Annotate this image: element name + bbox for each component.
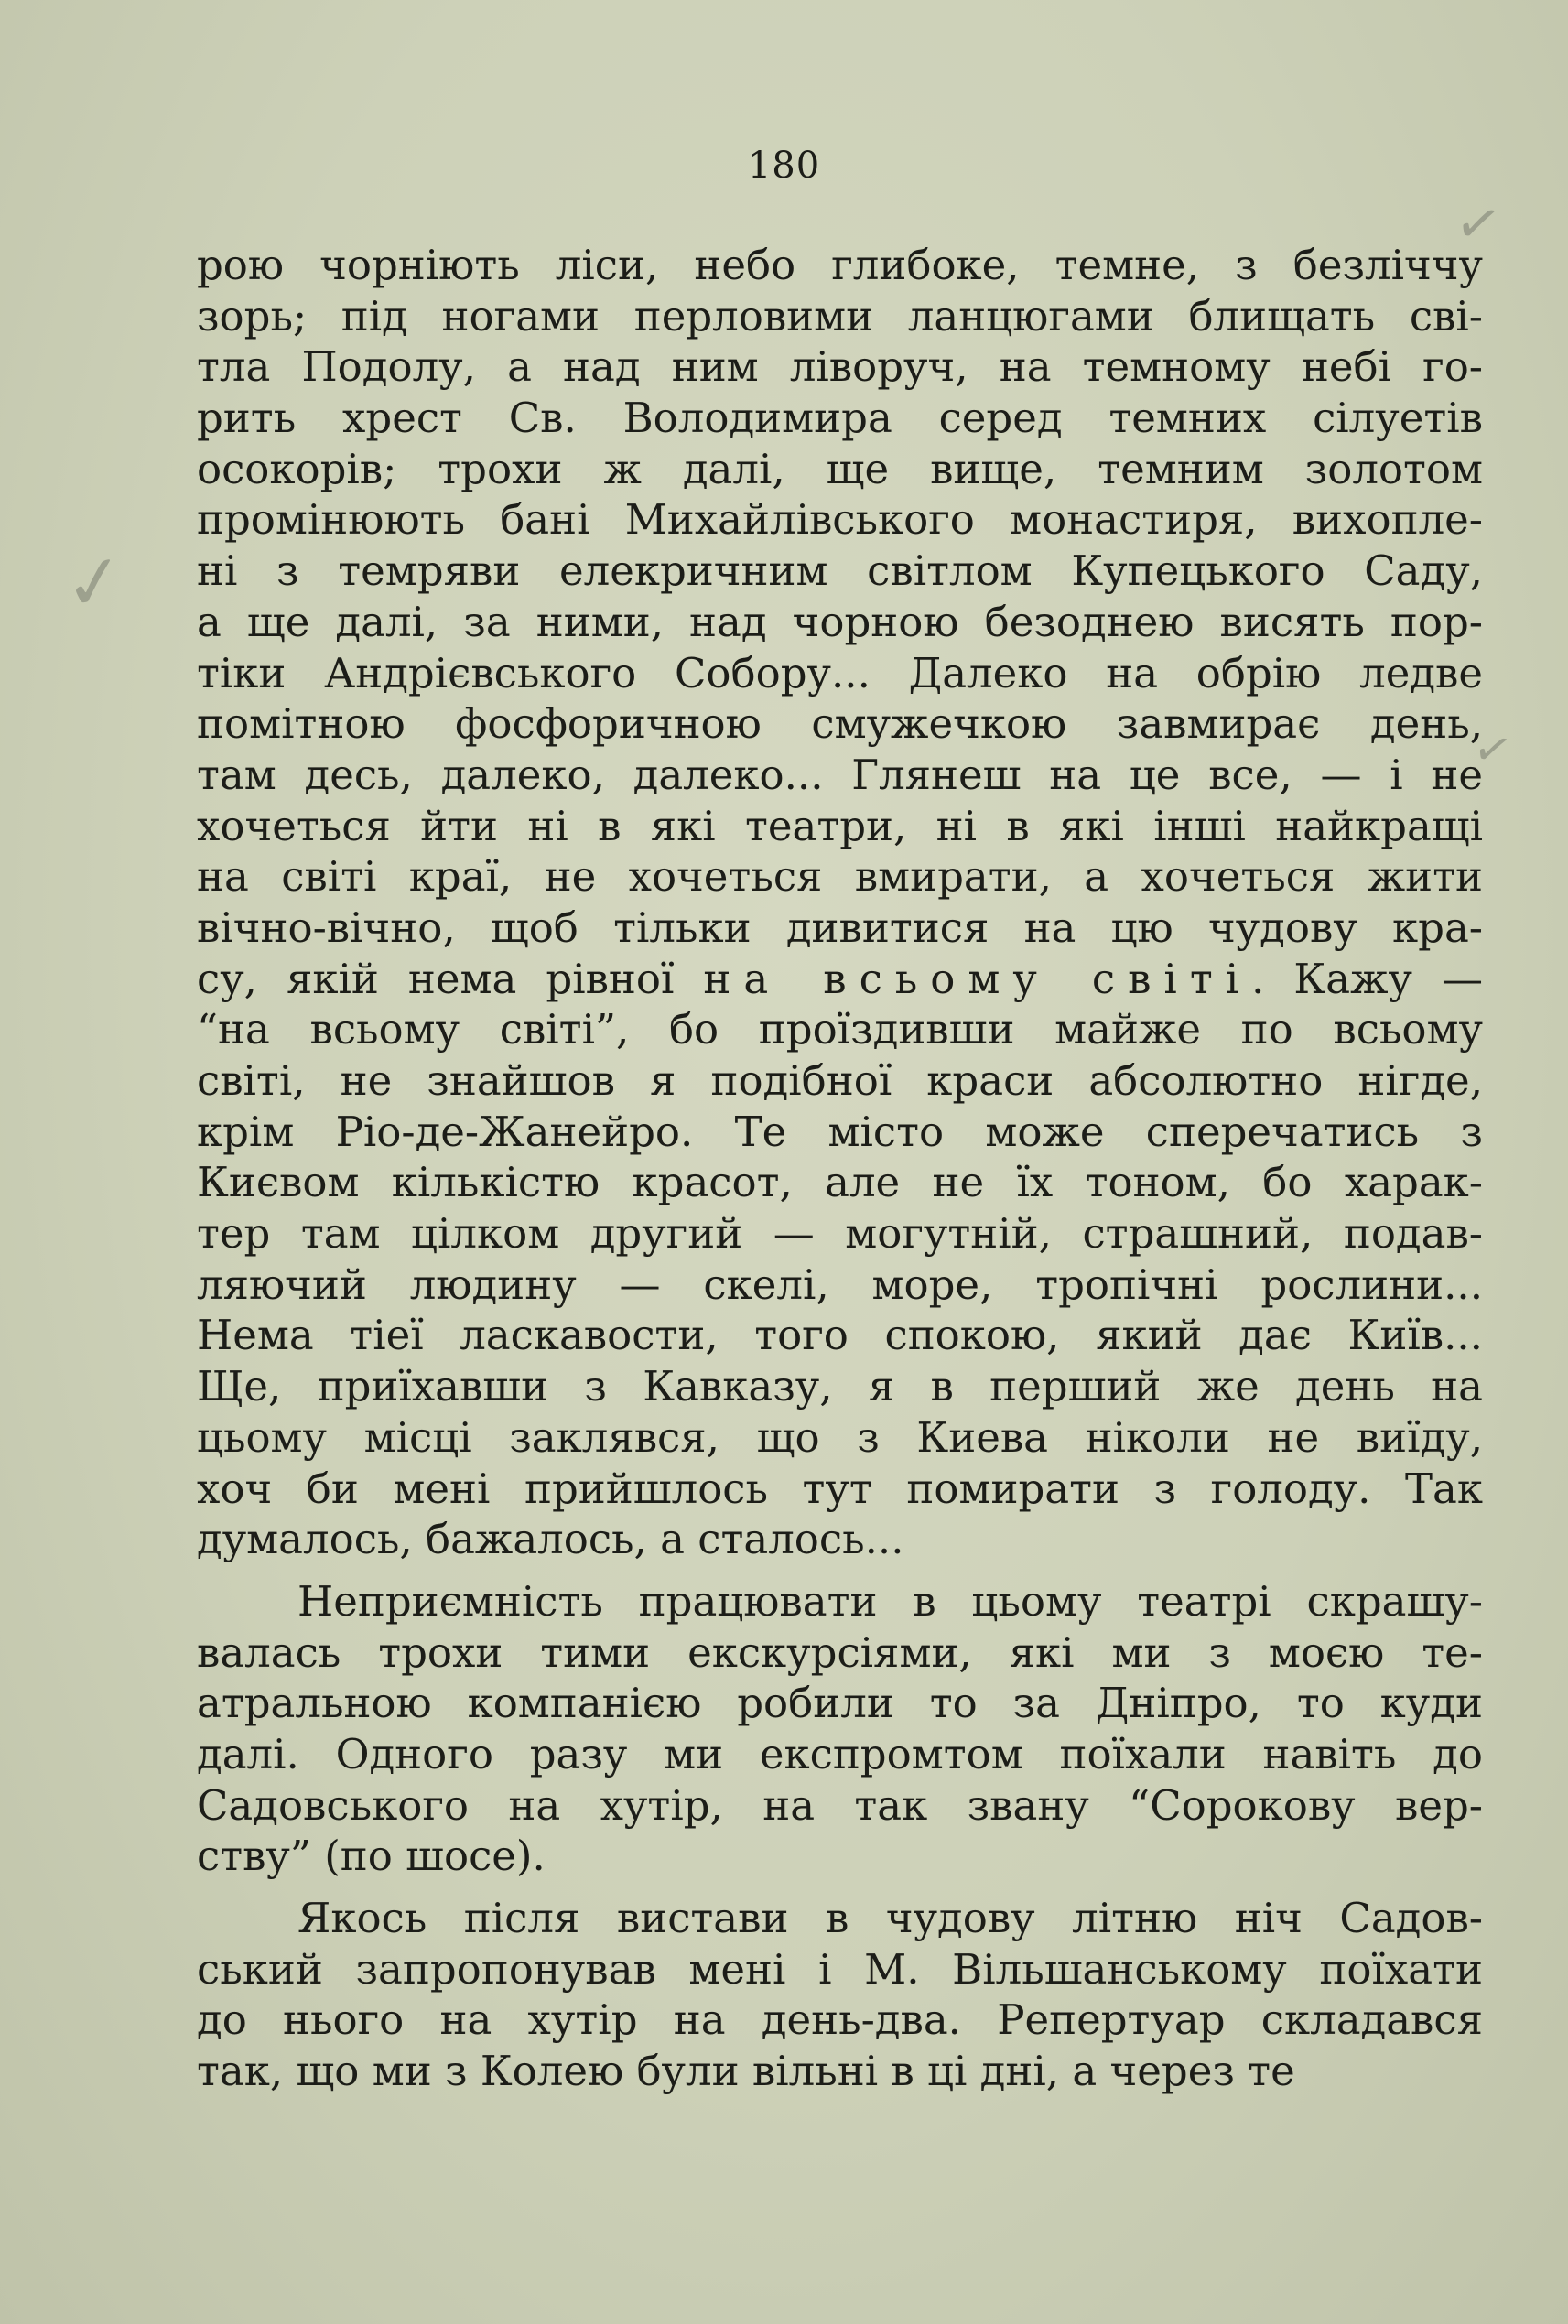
text-line: зорь; під ногами перловими ланцюгами блищать сві-	[197, 291, 1483, 340]
paragraph-gap	[197, 1882, 1483, 1893]
text-line: далі. Одного разу ми експромтом поїхали навіть до	[197, 1729, 1483, 1778]
text-line: світі, не знайшов я подібної краси абсолютно нігде,	[197, 1056, 1483, 1105]
text-line: так, що ми з Колею були вільні в ці дні, а через те	[197, 2047, 1295, 2096]
paragraph-gap	[197, 1565, 1483, 1576]
text-line: помітною фосфоричною смужечкою завмирає день,	[197, 699, 1483, 749]
paragraph	[197, 1576, 1483, 1882]
text-line: цьому місці заклявся, що з Киева ніколи не виїду,	[197, 1412, 1483, 1462]
text-line: валась трохи тими екскурсіями, які ми з моєю те-	[197, 1627, 1483, 1677]
text-line: ні з темряви елекричним світлом Купецького Саду,	[197, 546, 1483, 596]
text-line: рою чорніють ліси, небо глибоке, темне, з безліччу	[197, 241, 1483, 289]
text-line: Неприємність працювати в цьому театрі скрашу-	[297, 1576, 1483, 1626]
text-line: промінюють бані Михайлівського монастиря, вихопле-	[197, 495, 1483, 545]
text-line: рить хрест Св. Володимира серед темних сілуетів	[197, 394, 1483, 443]
text-line: тла Подолу, а над ним ліворуч, на темному небі го-	[197, 342, 1483, 392]
text-line: до нього на хутір на день-два. Репертуар складався	[197, 1995, 1483, 2045]
text-line: Києвом кількістю красот, але не їх тоном, бо харак-	[197, 1158, 1483, 1207]
text-line: ству” (по шосе).	[197, 1832, 546, 1881]
paragraph	[197, 240, 1483, 1565]
text-line: ляючий людину — скелі, море, тропічні рослини...	[197, 1259, 1483, 1309]
text-line: хочеться йти ні в які театри, ні в які інші найкращі	[197, 801, 1483, 850]
text-line: Якось після вистави в чудову літню ніч Садов-	[297, 1894, 1483, 1942]
body-text	[197, 240, 1483, 2097]
text-line: крім Ріо-де-Жанейро. Те місто може сперечатись з	[197, 1107, 1483, 1156]
text-line: атральною компанією робили то за Дніпро, то куди	[197, 1679, 1483, 1728]
text-line: тіки Андрієвського Собору... Далеко на обрію ледве	[197, 648, 1483, 697]
text-line: Садовського на хутір, на так звану “Сорокову вер-	[197, 1780, 1483, 1830]
text-line: осокорів; трохи ж далі, ще вище, темним золотом	[197, 444, 1483, 493]
paragraph	[197, 1893, 1483, 2097]
text-line: думалось, бажалось, а сталось...	[197, 1515, 904, 1564]
text-line: а ще далі, за ними, над чорною безоднею висять пор-	[197, 597, 1483, 646]
text-line: на світі краї, не хочеться вмирати, а хочеться жити	[197, 852, 1483, 902]
text-line: Ще, приїхавши з Кавказу, я в перший же день на	[197, 1362, 1483, 1411]
text-line: ський запропонував мені і М. Вільшанському поїхати	[197, 1944, 1483, 1994]
text-line: там десь, далеко, далеко... Глянеш на це все, — і не	[197, 750, 1483, 799]
text-line: су, якій нема рівної на всьому світі. Кажу —	[197, 954, 1483, 1003]
text-line: тер там цілком другий — могутній, страшний, подав-	[197, 1209, 1483, 1259]
page-number: 180	[747, 145, 821, 187]
text-line: хоч би мені прийшлось тут помирати з голоду. Так	[197, 1464, 1483, 1513]
pencil-check-mark-icon: ✓	[1468, 719, 1518, 780]
pencil-check-mark-icon: ✓	[1450, 189, 1507, 260]
text-line: вічно-вічно, щоб тільки дивитися на цю чудову кра-	[197, 903, 1483, 952]
text-line: “на всьому світі”, бо проїздивши майже по всьому	[197, 1005, 1483, 1054]
pencil-check-mark-icon: ✓	[58, 535, 132, 630]
emphasis-spaced-text: на всьому світі	[703, 954, 1252, 1003]
text-line: Нема тіеї ласкавости, того спокою, який дає Київ...	[197, 1311, 1483, 1360]
